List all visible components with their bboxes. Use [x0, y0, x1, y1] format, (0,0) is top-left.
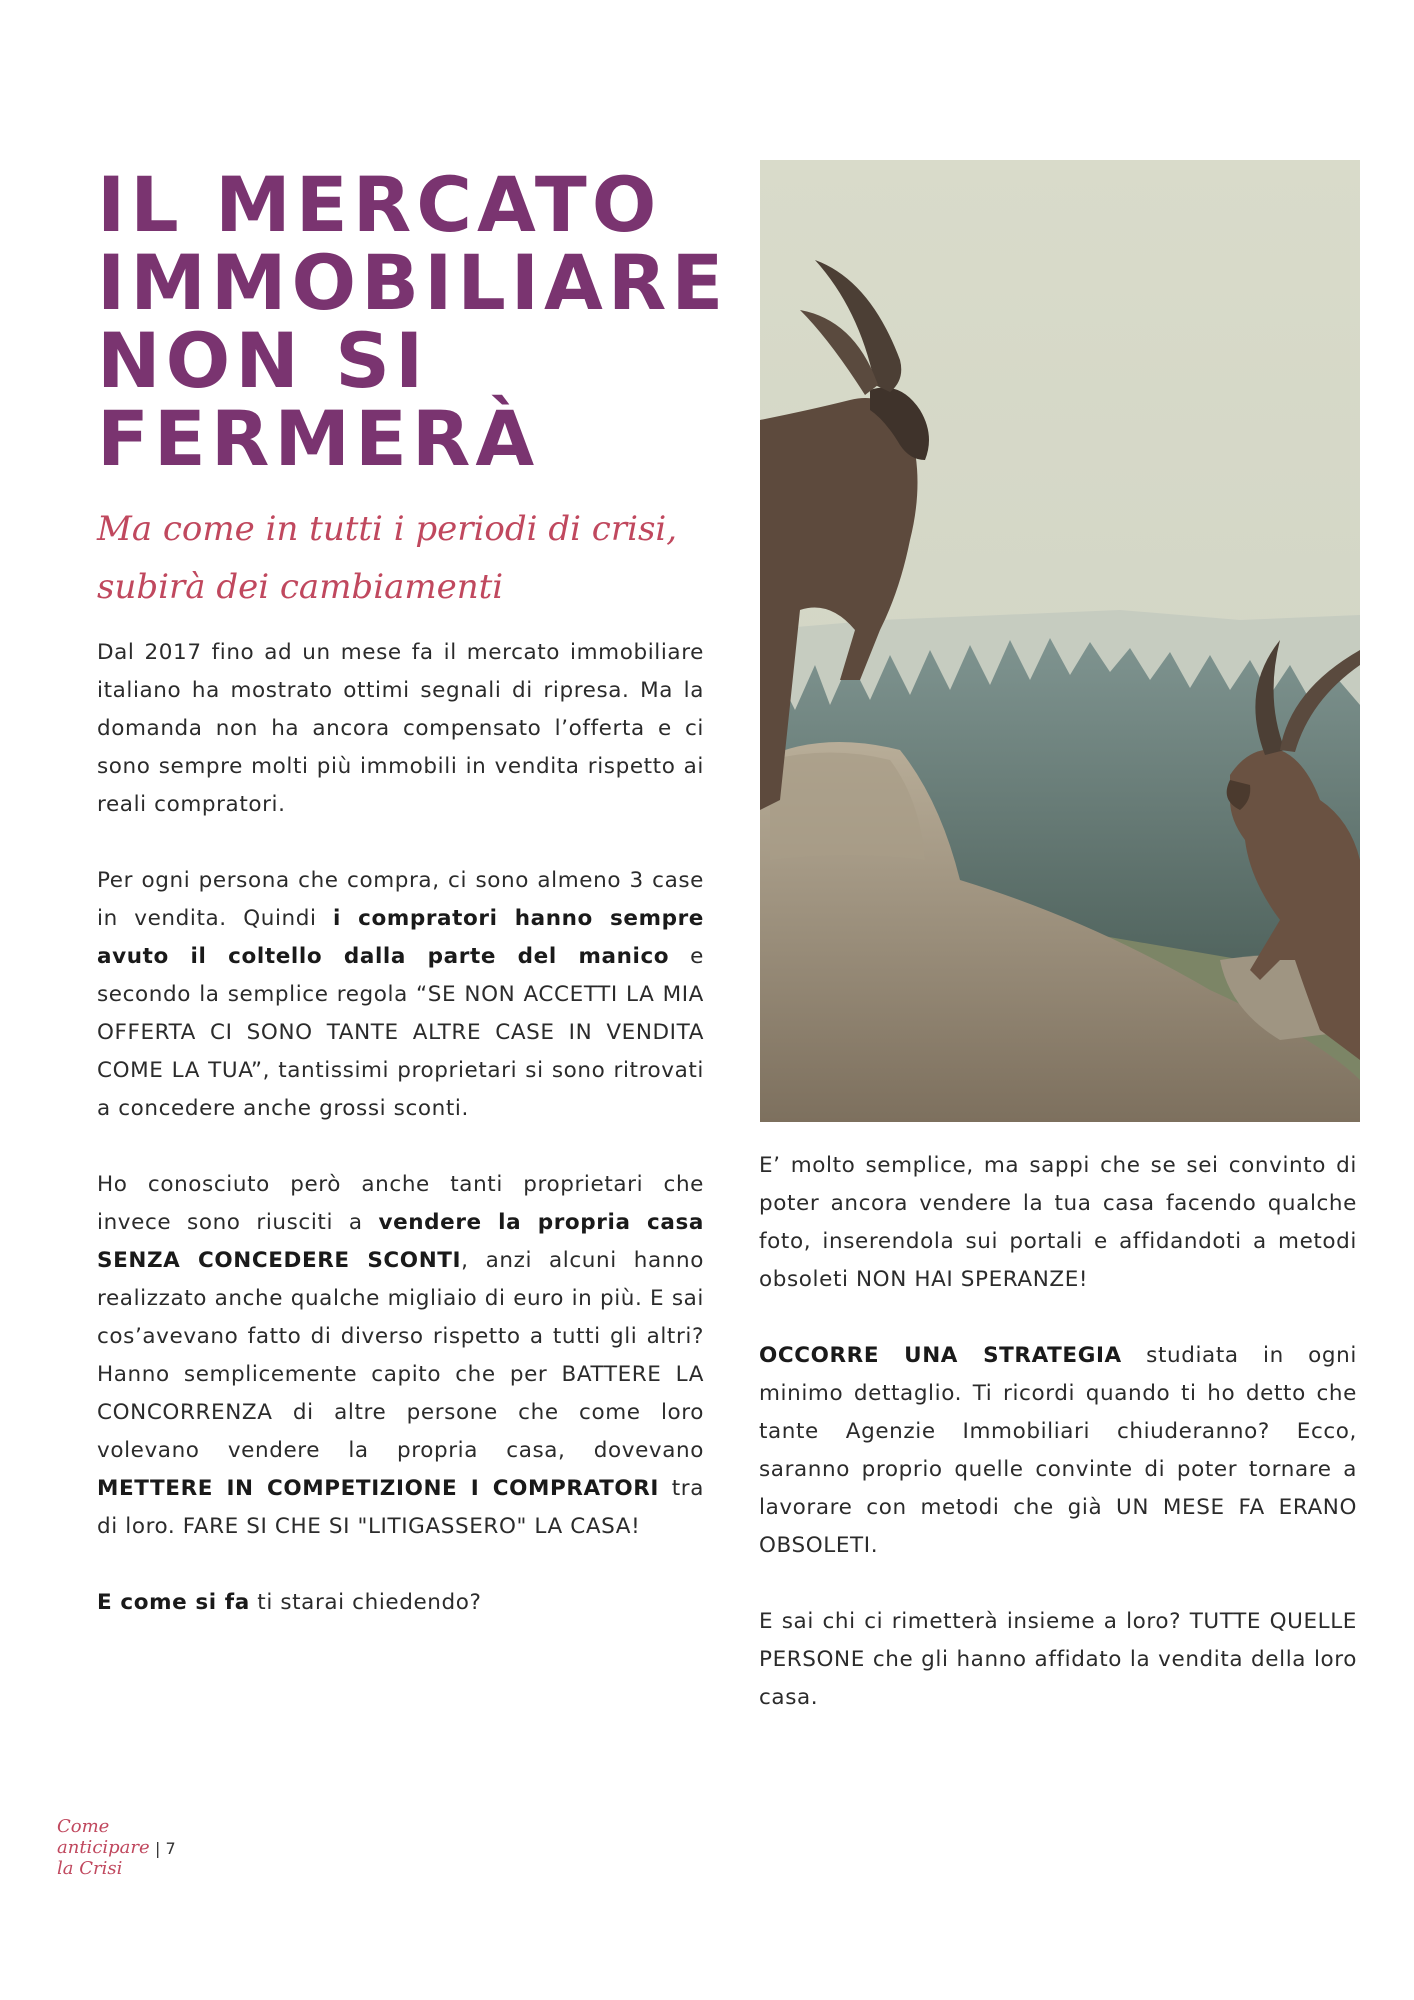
logo-line: la Crisi — [57, 1858, 123, 1879]
left-text-column — [97, 634, 704, 1660]
bold-text: METTERE IN COMPETIZIONE I COMPRATORI — [97, 1476, 659, 1501]
paragraph — [97, 1166, 704, 1546]
title-line: IMMOBILIARE — [97, 238, 729, 327]
subtitle-line: subirà dei cambiamenti — [97, 567, 504, 607]
bold-text: vendere la propria casa SENZA CONCEDERE SCONTI — [97, 1210, 705, 1273]
logo-line: Come — [57, 1816, 110, 1837]
paragraph — [97, 1584, 704, 1622]
paragraph-text: ti starai chiedendo? — [249, 1590, 482, 1615]
paragraph — [759, 1147, 1357, 1299]
title-line: IL MERCATO — [97, 160, 662, 249]
title-line: FERMERÀ — [97, 394, 540, 483]
page-number: | 7 — [155, 1839, 176, 1858]
paragraph — [759, 1337, 1357, 1565]
paragraph — [97, 862, 704, 1128]
paragraph — [97, 634, 704, 824]
paragraph-text: e secondo la semplice regola “SE NON ACCETTI LA MIA OFFERTA CI SONO TANTE ALTRE CASE IN VENDITA COME LA TUA”, tantissimi proprietari si sono ritrovati a concedere anche grossi sconti. — [97, 944, 705, 1121]
paragraph-text: Ho conosciuto però anche tanti proprietari che invece sono riusciti a — [97, 1172, 704, 1235]
paragraph-text: studiata in ogni minimo dettaglio. Ti ricordi quando ti ho detto che tante Agenzie Immobiliari chiuderanno? Ecco, saranno proprio quelle convinte di poter tornare a lavorare con metodi che già UN MESE FA ERANO OBSOLETI. — [759, 1343, 1357, 1558]
bold-text: OCCORRE UNA STRATEGIA — [759, 1343, 1122, 1368]
bold-text: i compratori hanno sempre avuto il coltello dalla parte del manico — [97, 906, 704, 969]
page-subtitle — [97, 500, 717, 616]
bold-text: E come si fa — [97, 1590, 250, 1615]
paragraph-text: tra di loro. FARE SI CHE SI "LITIGASSERO" LA CASA! — [97, 1476, 704, 1539]
subtitle-line: Ma come in tutti i periodi di crisi, — [97, 509, 678, 549]
right-text-column — [759, 1147, 1357, 1755]
logo-line: anticipare — [57, 1837, 150, 1858]
paragraph-text: E’ molto semplice, ma sappi che se sei convinto di poter ancora vendere la tua casa facendo qualche foto, inserendola sui portali e affidandoti a metodi obsoleti NON HAI SPERANZE! — [759, 1153, 1357, 1292]
paragraph-text: Per ogni persona che compra, ci sono almeno 3 case in vendita. Quindi — [97, 868, 704, 931]
ibex-photo — [760, 160, 1360, 1122]
footer-logo — [57, 1816, 157, 1879]
title-line: NON SI — [97, 316, 429, 405]
page-title — [97, 160, 729, 483]
paragraph-text: Dal 2017 fino ad un mese fa il mercato immobiliare italiano ha mostrato ottimi segnali di ripresa. Ma la domanda non ha ancora compensato l’offerta e ci sono sempre molti più immobili in vendita rispetto ai reali compratori. — [97, 640, 704, 817]
paragraph-text: , anzi alcuni hanno realizzato anche qualche migliaio di euro in più. E sai cos’avevano fatto di diverso rispetto a tutti gli altri? Hanno semplicemente capito che per BATTERE LA CONCORRENZA di altre persone che come loro volevano vendere la propria casa, dovevano — [97, 1248, 704, 1463]
paragraph-text: E sai chi ci rimetterà insieme a loro? TUTTE QUELLE PERSONE che gli hanno affidato la vendita della loro casa. — [759, 1609, 1357, 1710]
paragraph — [759, 1603, 1357, 1717]
